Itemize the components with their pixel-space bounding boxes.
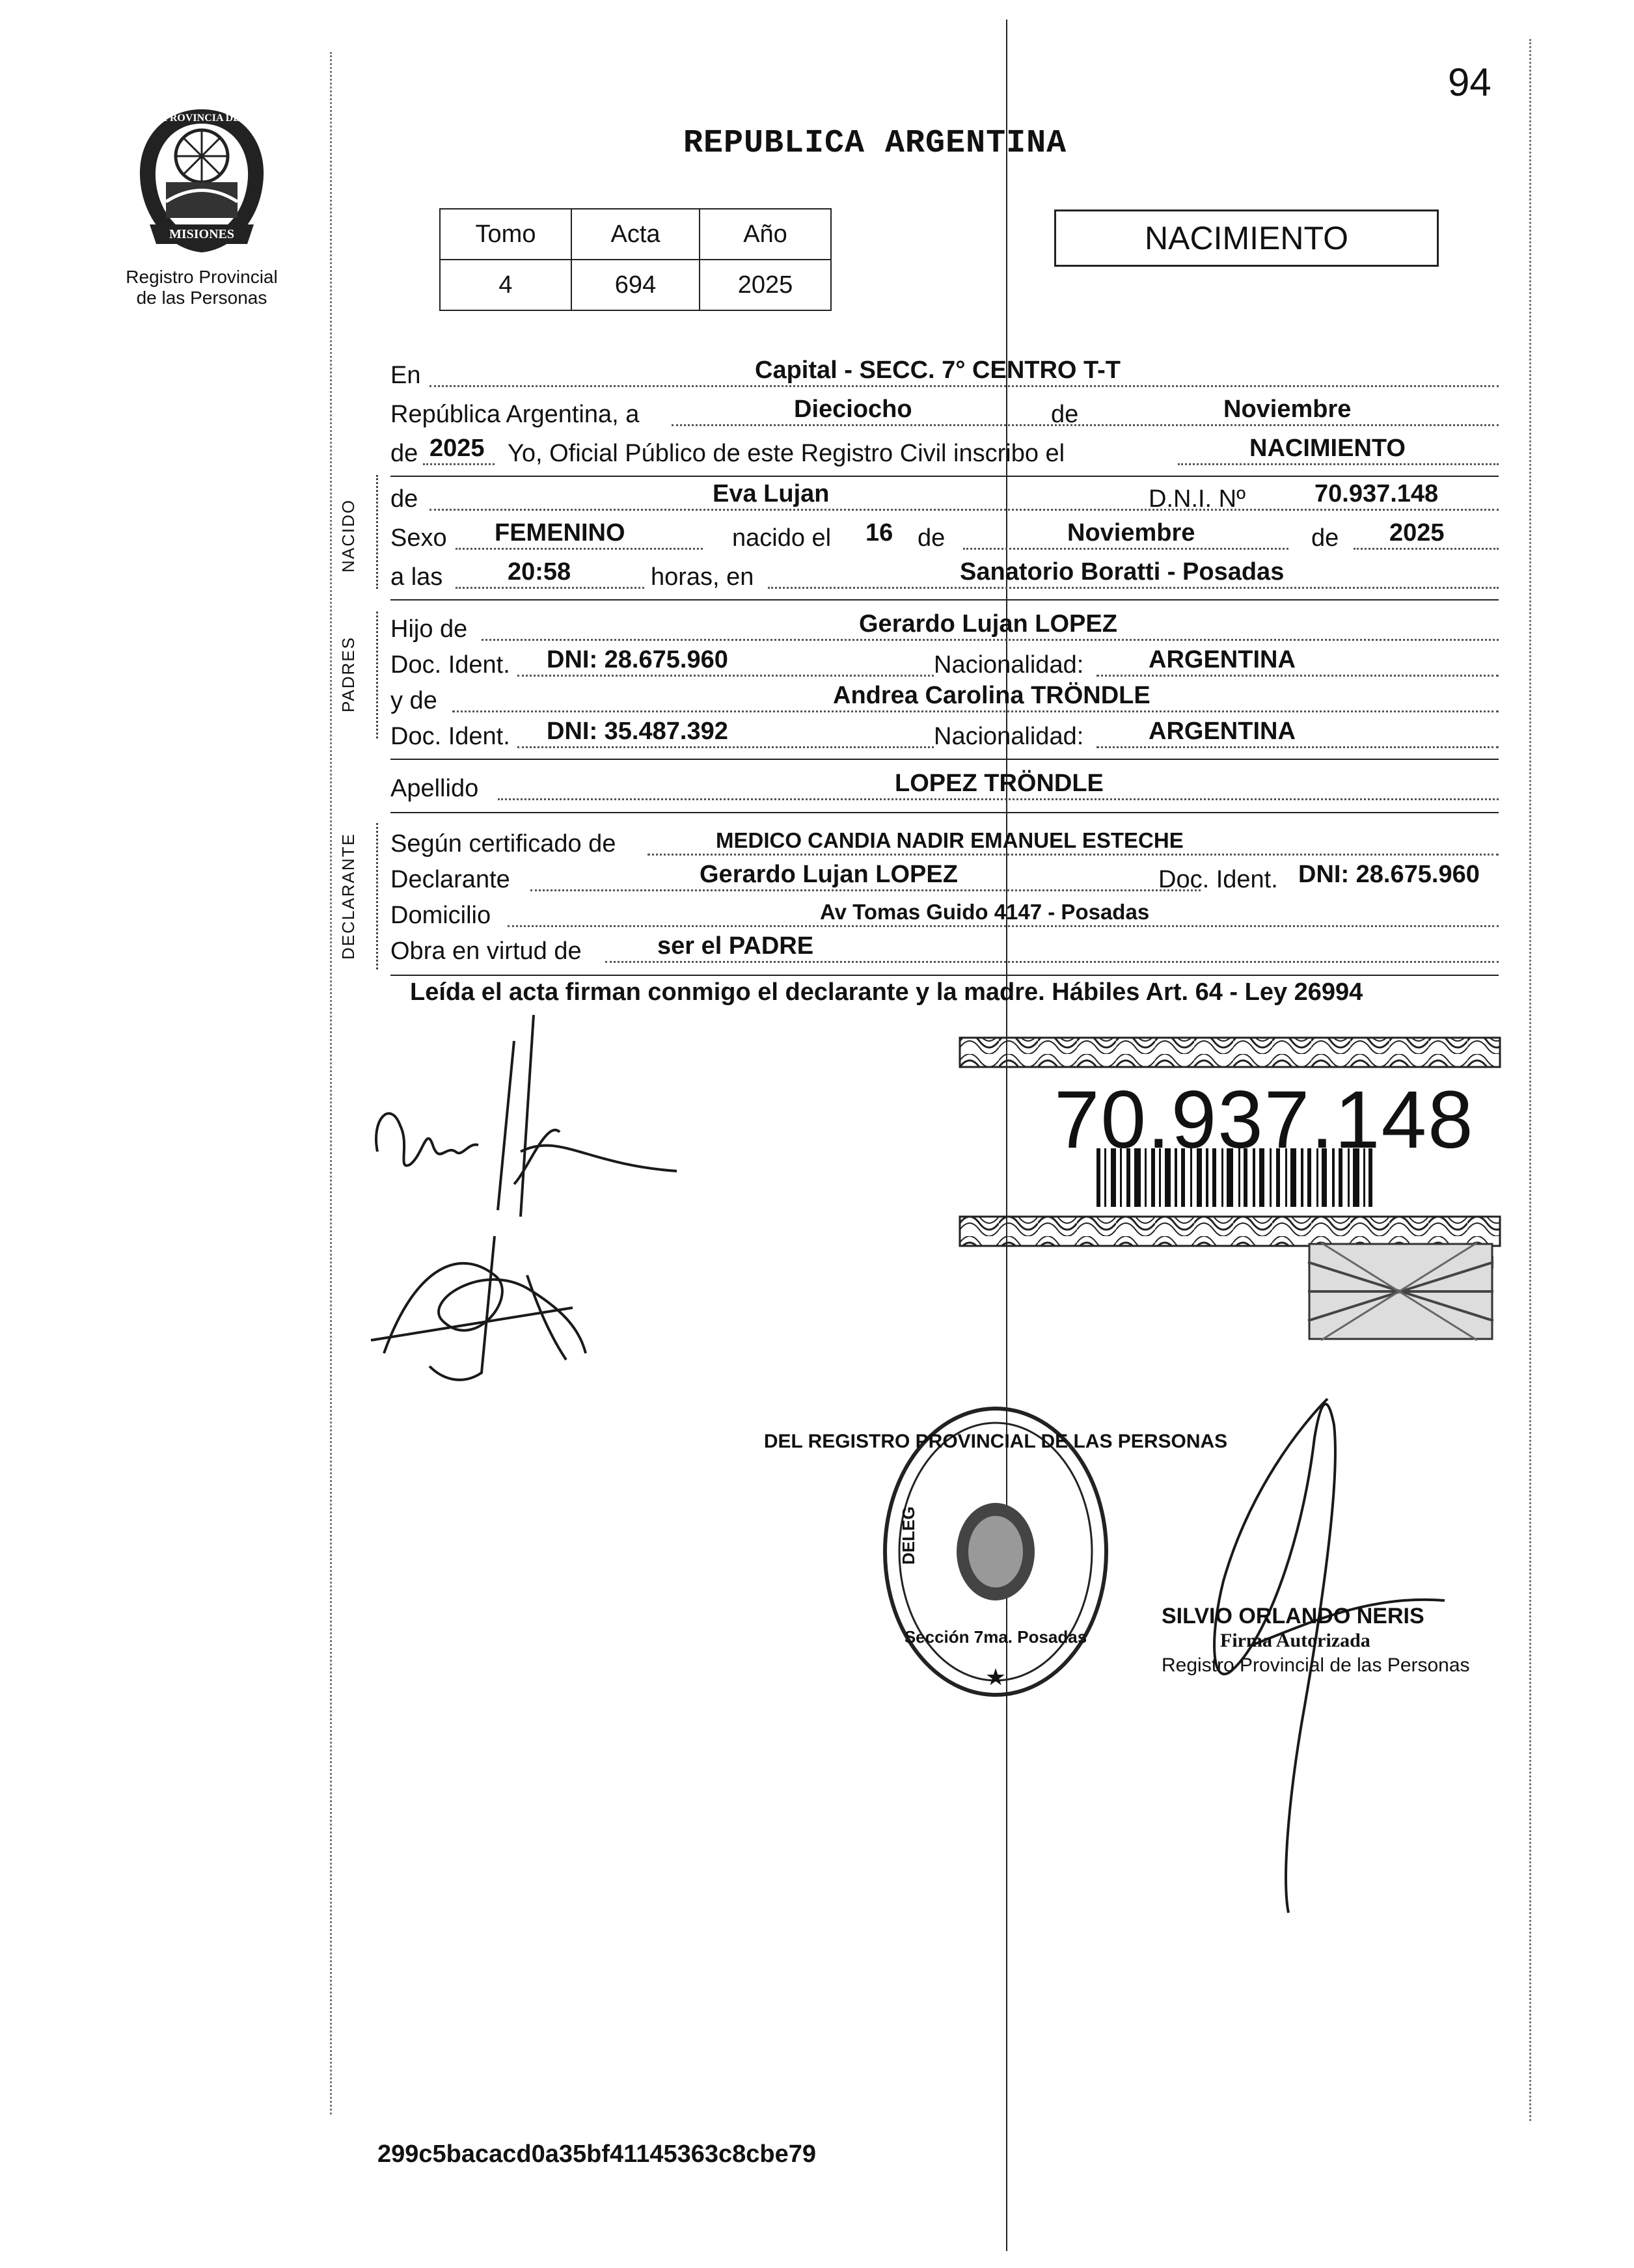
label-de4: de bbox=[918, 524, 946, 552]
value-declarante-doc: DNI: 28.675.960 bbox=[1298, 861, 1480, 888]
value-inscribo: NACIMIENTO bbox=[1249, 435, 1406, 462]
value-tomo: 4 bbox=[440, 260, 571, 310]
row-mother bbox=[390, 680, 1499, 719]
row-mother-doc bbox=[390, 716, 1499, 755]
signer-role: Firma Autorizada bbox=[1220, 1630, 1370, 1651]
value-mother: Andrea Carolina TRÖNDLE bbox=[833, 682, 1151, 709]
label-republica: República Argentina, a bbox=[390, 401, 640, 428]
value-apellido: LOPEZ TRÖNDLE bbox=[895, 770, 1104, 797]
label-domicilio: Domicilio bbox=[390, 902, 491, 929]
label-hijo: Hijo de bbox=[390, 615, 468, 643]
logo-caption bbox=[104, 267, 299, 308]
logo-caption-line-1: Registro Provincial bbox=[126, 267, 278, 287]
value-mother-nat: ARGENTINA bbox=[1149, 718, 1296, 745]
signature-block bbox=[1162, 1604, 1470, 1678]
row-domicilio bbox=[390, 895, 1499, 934]
row-certificado bbox=[390, 823, 1499, 862]
hologram-icon bbox=[1308, 1243, 1493, 1340]
seal-ring-text: DEL REGISTRO PROVINCIAL DE LAS PERSONAS bbox=[763, 1431, 1228, 1452]
label-obra: Obra en virtud de bbox=[390, 938, 582, 965]
document-type-box: NACIMIENTO bbox=[1054, 209, 1439, 267]
value-mother-doc: DNI: 35.487.392 bbox=[547, 718, 728, 745]
label-horas: horas, en bbox=[651, 563, 754, 591]
label-de5: de bbox=[1311, 524, 1339, 552]
value-day: Dieciocho bbox=[794, 396, 912, 423]
value-dni: 70.937.148 bbox=[1314, 480, 1439, 507]
value-birth-day: 16 bbox=[865, 519, 893, 547]
side-label-declarante: DECLARANTE bbox=[338, 833, 358, 960]
value-father-doc: DNI: 28.675.960 bbox=[547, 646, 728, 673]
svg-text:★: ★ bbox=[985, 1664, 1007, 1691]
header-acta: Acta bbox=[571, 209, 700, 260]
row-republica bbox=[390, 394, 1499, 433]
value-time: 20:58 bbox=[508, 558, 571, 586]
value-birth-year: 2025 bbox=[1389, 519, 1445, 547]
value-name: Eva Lujan bbox=[713, 480, 830, 507]
row-father bbox=[390, 608, 1499, 647]
right-margin-line bbox=[1529, 39, 1531, 2121]
svg-text:PROVINCIA DE: PROVINCIA DE bbox=[163, 113, 240, 124]
row-time bbox=[390, 556, 1499, 595]
header-tomo: Tomo bbox=[440, 209, 571, 260]
row-father-doc bbox=[390, 644, 1499, 683]
logo-caption-line-2: de las Personas bbox=[136, 288, 267, 308]
value-certificado: MEDICO CANDIA NADIR EMANUEL ESTECHE bbox=[716, 828, 1184, 852]
value-obra: ser el PADRE bbox=[657, 932, 814, 960]
label-alas: a las bbox=[390, 563, 443, 591]
label-yde: y de bbox=[390, 687, 437, 714]
value-year: 2025 bbox=[429, 435, 485, 462]
seal-left-text: DELEG bbox=[899, 1506, 918, 1565]
record-header-row bbox=[440, 209, 831, 260]
value-acta: 694 bbox=[571, 260, 700, 310]
left-margin-line bbox=[330, 52, 332, 2114]
label-doc3: Doc. Ident. bbox=[1158, 866, 1278, 893]
value-ano: 2025 bbox=[700, 260, 831, 310]
seal-inner-text: Sección 7ma. Posadas bbox=[904, 1627, 1087, 1647]
page-number: 94 bbox=[1448, 61, 1491, 104]
row-apellido bbox=[390, 768, 1499, 807]
header-ano: Año bbox=[700, 209, 831, 260]
label-certificado: Según certificado de bbox=[390, 830, 616, 857]
row-declarante bbox=[390, 859, 1499, 898]
label-doc2: Doc. Ident. bbox=[390, 723, 510, 750]
side-label-nacido: NACIDO bbox=[338, 498, 358, 573]
value-place: Sanatorio Boratti - Posadas bbox=[960, 558, 1285, 586]
label-dni: D.N.I. Nº bbox=[1149, 485, 1246, 513]
row-sexo bbox=[390, 517, 1499, 556]
label-de2: de bbox=[390, 440, 418, 467]
official-signature-1 bbox=[364, 1223, 625, 1392]
value-declarante: Gerardo Lujan LOPEZ bbox=[700, 861, 958, 888]
value-father-nat: ARGENTINA bbox=[1149, 646, 1296, 673]
label-nacionalidad: Nacionalidad: bbox=[934, 651, 1084, 679]
official-seal bbox=[763, 1396, 1228, 1701]
label-en: En bbox=[390, 362, 421, 389]
row-en bbox=[390, 355, 1499, 394]
document-hash: 299c5bacacd0a35bf41145363c8cbe79 bbox=[377, 2140, 817, 2168]
signer-name: SILVIO ORLANDO NERIS bbox=[1162, 1604, 1424, 1628]
label-de: de bbox=[1051, 401, 1079, 428]
signer-org: Registro Provincial de las Personas bbox=[1162, 1654, 1470, 1676]
label-apellido: Apellido bbox=[390, 775, 479, 802]
province-logo bbox=[127, 104, 277, 257]
row-obra bbox=[390, 930, 1499, 969]
label-yo: Yo, Oficial Público de este Registro Civil inscribo el bbox=[508, 440, 1065, 467]
document-title: REPUBLICA ARGENTINA bbox=[683, 125, 1067, 162]
legal-note: Leída el acta firman conmigo el declarante y la madre. Hábiles Art. 64 - Ley 26994 bbox=[410, 979, 1363, 1006]
label-sexo: Sexo bbox=[390, 524, 447, 552]
value-month: Noviembre bbox=[1223, 396, 1352, 423]
label-nacido: nacido el bbox=[732, 524, 832, 552]
value-sexo: FEMENINO bbox=[495, 519, 625, 547]
label-declarante: Declarante bbox=[390, 866, 510, 893]
side-label-padres: PADRES bbox=[338, 636, 358, 712]
record-table bbox=[439, 208, 832, 311]
value-en: Capital - SECC. 7° CENTRO T-T bbox=[755, 357, 1121, 384]
row-year bbox=[390, 433, 1499, 472]
value-father: Gerardo Lujan LOPEZ bbox=[859, 610, 1117, 638]
declarante-signature bbox=[364, 1015, 690, 1230]
label-doc: Doc. Ident. bbox=[390, 651, 510, 679]
row-name bbox=[390, 478, 1499, 517]
barcode-number: 70.937.148 bbox=[1054, 1075, 1475, 1165]
value-birth-month: Noviembre bbox=[1067, 519, 1195, 547]
record-value-row bbox=[440, 260, 831, 310]
label-de3: de bbox=[390, 485, 418, 513]
logo-text: MISIONES bbox=[169, 227, 235, 241]
label-nacionalidad-2: Nacionalidad: bbox=[934, 723, 1084, 750]
value-domicilio: Av Tomas Guido 4147 - Posadas bbox=[820, 900, 1150, 924]
